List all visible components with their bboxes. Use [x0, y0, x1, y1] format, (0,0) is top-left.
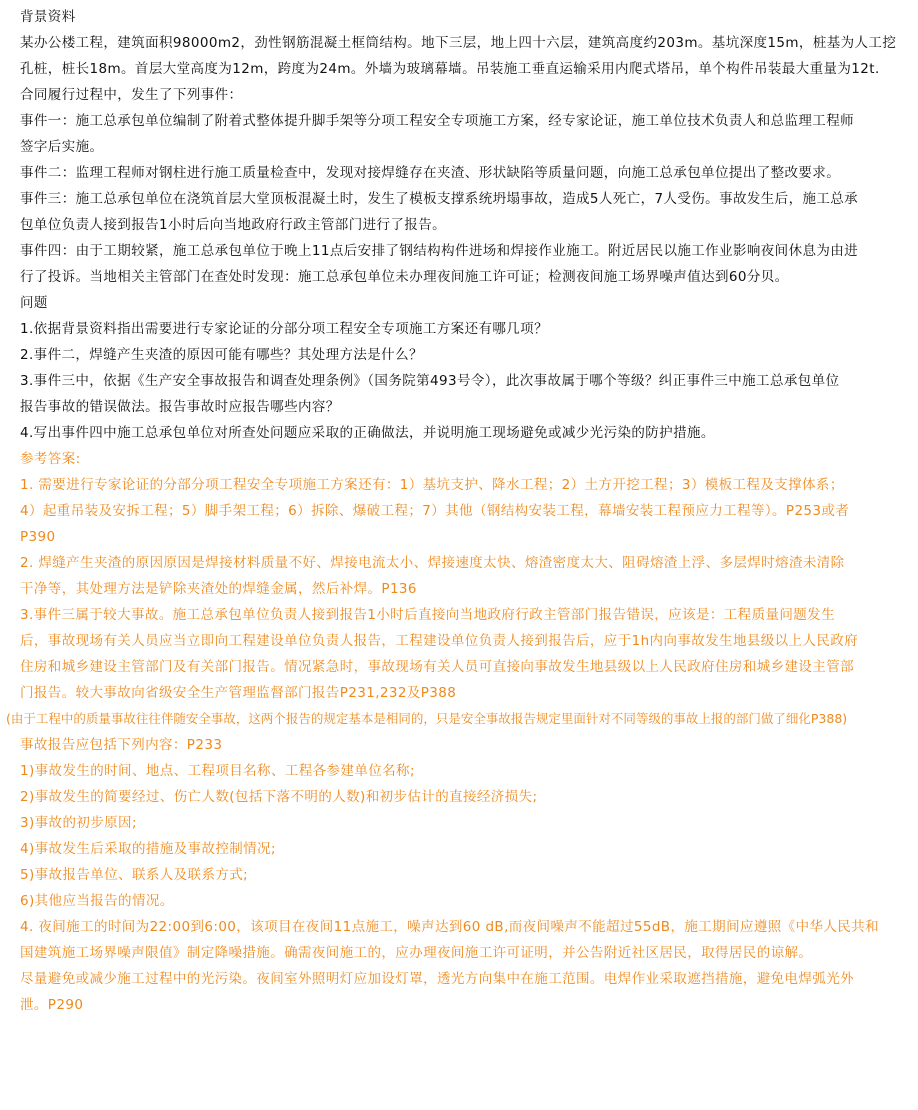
event-line: 事件二：监理工程师对钢柱进行施工质量检查中，发现对接焊缝存在夹渣、形状缺陷等质量问题，向施工总承包单位提出了整改要求。 [20, 165, 841, 181]
event-line: 事件一：施工总承包单位编制了附着式整体提升脚手架等分项工程安全专项施工方案，经专家论证，施工单位技术负责人和总监理工程师 [20, 113, 854, 129]
background-title: 背景资料 [20, 9, 76, 25]
answer4-line: 泄。P290 [20, 997, 84, 1013]
report-line: 事故报告应包括下列内容：P233 [20, 737, 223, 753]
background-line: 孔桩，桩长18m。首层大堂高度为12m，跨度为24m。外墙为玻璃幕墙。吊装施工垂直运输采用内爬式塔吊，单个构件吊装最大重量为12t. [20, 61, 880, 77]
answer4-line: 国建筑施工场界噪声限值》制定降噪措施。确需夜间施工的，应办理夜间施工许可证明，并公告附近社区居民，取得居民的谅解。 [20, 945, 813, 961]
answer-line: 干净等，其处理方法是铲除夹渣处的焊缝金属，然后补焊。P136 [20, 581, 417, 597]
report-line: 3)事故的初步原因; [20, 815, 137, 831]
question-line: 4.写出事件四中施工总承包单位对所查处问题应采取的正确做法，并说明施工现场避免或减少光污染的防护措施。 [20, 425, 715, 441]
answer-line: 门报告。较大事故向省级安全生产管理监督部门报告P231,232及P388 [20, 685, 457, 701]
background-line: 合同履行过程中，发生了下列事件： [20, 87, 243, 103]
answer-line: 1. 需要进行专家论证的分部分项工程安全专项施工方案还有：1）基坑支护、降水工程；2）土方开挖工程；3）模板工程及支撑体系； [20, 477, 844, 493]
event-line: 行了投诉。当地相关主管部门在查处时发现：施工总承包单位未办理夜间施工许可证；检测夜间施工场界噪声值达到60分贝。 [20, 269, 789, 285]
answer-title: 参考答案: [20, 451, 81, 467]
event-line: 包单位负责人接到报告1小时后向当地政府行政主管部门进行了报告。 [20, 217, 446, 233]
question-line: 2.事件二，焊缝产生夹渣的原因可能有哪些？其处理方法是什么？ [20, 347, 423, 363]
report-line: 6)其他应当报告的情况。 [20, 893, 174, 909]
answer4-line: 4. 夜间施工的时间为22:00到6:00，该项目在夜间11点施工，噪声达到60 dB,而夜间噪声不能超过55dB，施工期间应遵照《中华人民共和 [20, 919, 879, 935]
answer-line: 住房和城乡建设主管部门及有关部门报告。情况紧急时，事故现场有关人员可直接向事故发生地县级以上人民政府住房和城乡建设主管部 [20, 659, 854, 675]
report-line: 5)事故报告单位、联系人及联系方式; [20, 867, 249, 883]
answer-line: 3.事件三属于较大事故。施工总承包单位负责人接到报告1小时后直接向当地政府行政主管部门报告错误，应该是：工程质量问题发生 [20, 607, 835, 623]
answer-line: 2. 焊缝产生夹渣的原因原因是焊接材料质量不好、焊接电流太小、焊接速度太快、熔渣密度太大、阻碍熔渣上浮、多层焊时熔渣未清除 [20, 555, 845, 571]
question-line: 1.依据背景资料指出需要进行专家论证的分部分项工程安全专项施工方案还有哪几项？ [20, 321, 548, 337]
event-line: 事件三：施工总承包单位在浇筑首层大堂顶板混凝土时，发生了模板支撑系统坍塌事故，造成5人死亡，7人受伤。事故发生后，施工总承 [20, 191, 859, 207]
answer-line: 后，事故现场有关人员应当立即向工程建设单位负责人报告，工程建设单位负责人接到报告后，应于1h内向事故发生地县级以上人民政府 [20, 633, 859, 649]
answer-line: P390 [20, 529, 56, 545]
report-line: 2)事故发生的简要经过、伤亡人数(包括下落不明的人数)和初步估计的直接经济损失; [20, 789, 538, 805]
report-line: 4)事故发生后采取的措施及事故控制情况; [20, 841, 276, 857]
report-line: 1)事故发生的时间、地点、工程项目名称、工程各参建单位名称; [20, 763, 415, 779]
answer-note: (由于工程中的质量事故往往伴随安全事故，这两个报告的规定基本是相同的，只是安全事故报告规定里面针对不同等级的事故上报的部门做了细化P388) [6, 711, 848, 726]
question-line: 3.事件三中，依据《生产安全事故报告和调查处理条例》（国务院第493号令），此次事故属于哪个等级？纠正事件三中施工总承包单位 [20, 373, 840, 389]
answer-line: 4）起重吊装及安拆工程；5）脚手架工程；6）拆除、爆破工程；7）其他（钢结构安装工程，幕墙安装工程预应力工程等）。P253或者 [20, 503, 850, 519]
question-line: 报告事故的错误做法。报告事故时应报告哪些内容？ [20, 399, 340, 415]
questions-title: 问题 [20, 295, 48, 311]
event-line: 事件四：由于工期较紧，施工总承包单位于晚上11点后安排了钢结构构件进场和焊接作业施工。附近居民以施工作业影响夜间休息为由进 [20, 243, 859, 259]
background-line: 某办公楼工程，建筑面积98000m2，劲性钢筋混凝土框筒结构。地下三层，地上四十六层，建筑高度约203m。基坑深度15m，桩基为人工挖 [20, 35, 897, 51]
event-line: 签字后实施。 [20, 139, 104, 155]
answer4-line: 尽量避免或减少施工过程中的光污染。夜间室外照明灯应加设灯罩，透光方向集中在施工范围。电焊作业采取遮挡措施，避免电焊弧光外 [20, 971, 854, 987]
